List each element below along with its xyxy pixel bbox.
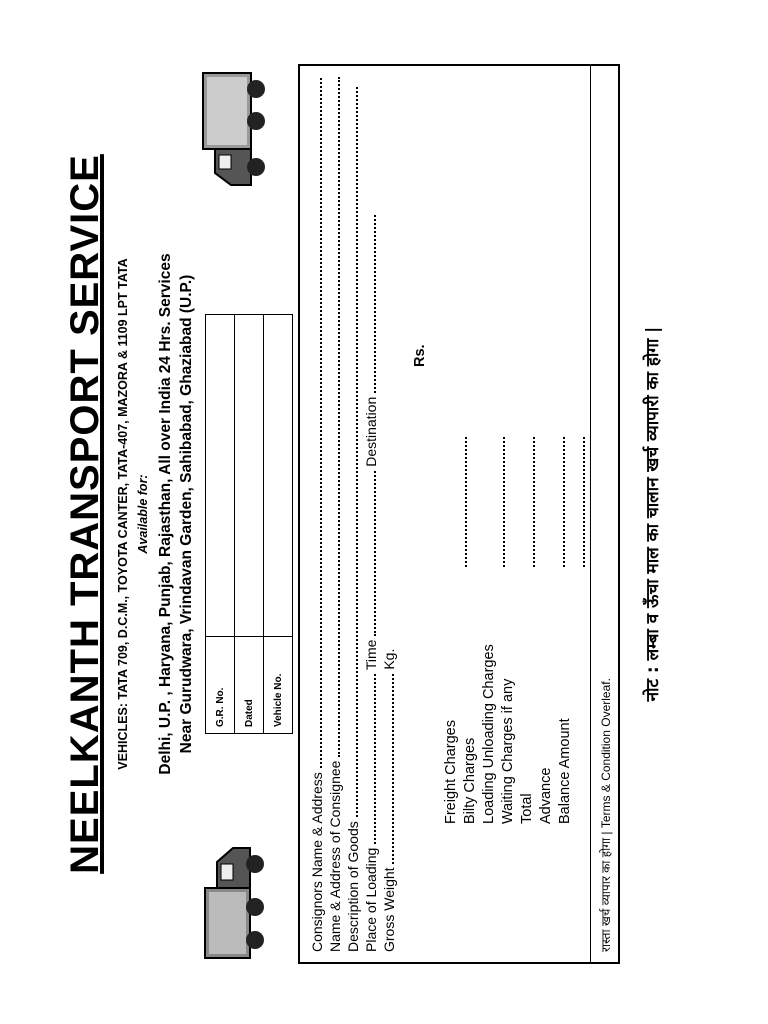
place-field[interactable] — [362, 674, 376, 844]
rs-label: Rs. — [412, 344, 428, 367]
total-field[interactable] — [520, 437, 535, 567]
dated-label: Dated — [235, 637, 264, 734]
terms-line: रास्ता खर्च व्यापार का होगा | Terms & Condition Overleaf. — [590, 66, 620, 962]
advance-field[interactable] — [550, 437, 565, 567]
consignee-field[interactable] — [326, 77, 340, 757]
consignee-label: Name & Address of Consignee — [327, 760, 343, 952]
consignment-form — [298, 64, 620, 964]
available-for-label: Available for: — [136, 474, 150, 554]
gr-details-table — [205, 314, 293, 734]
place-label: Place of Loading — [363, 847, 379, 952]
truck-right-icon — [195, 69, 270, 189]
waiting-charges-label: Waiting Charges if any — [500, 678, 516, 824]
gross-weight-label: Gross Weight — [381, 867, 397, 952]
destination-label: Destination — [363, 396, 379, 467]
consignee-row — [326, 77, 344, 952]
vehicles-line: VEHICLES: TATA 709, D.C.M., TOYOTA CANTER, TATA-407, MAZORA & 1109 LPT TATA — [116, 258, 130, 770]
charges-list — [442, 644, 575, 824]
gross-weight-field[interactable] — [380, 674, 394, 864]
truck-left-icon — [195, 842, 270, 962]
balance-amount-label: Balance Amount — [557, 718, 573, 824]
bilty-charges-label: Bilty Charges — [462, 737, 478, 824]
waiting-charges-field[interactable] — [490, 437, 505, 567]
freight-charges-label: Freight Charges — [443, 720, 459, 824]
loading-unloading-label: Loading Unloading Charges — [481, 644, 497, 824]
destination-field[interactable] — [362, 215, 376, 393]
time-label: Time — [363, 639, 379, 671]
description-row — [344, 87, 362, 952]
company-title: NEELKANTH TRANSPORT SERVICE — [63, 154, 107, 874]
kg-label: Kg. — [381, 648, 397, 670]
description-field[interactable] — [344, 87, 358, 817]
consignor-field[interactable] — [308, 78, 322, 768]
total-label: Total — [519, 793, 535, 824]
consignor-row — [308, 78, 326, 952]
vehicle-no-field[interactable] — [264, 315, 293, 637]
gross-weight-row — [380, 649, 398, 952]
description-label: Description of Goods — [345, 821, 361, 952]
gr-no-label: G.R. No. — [206, 637, 235, 734]
freight-charges-field[interactable] — [452, 437, 467, 567]
gr-no-field[interactable] — [206, 315, 235, 637]
consignor-label: Consignors Name & Address — [309, 772, 325, 952]
note-line: नोट : लम्बा व ऊँचा माल का चालान खर्च व्यापारी का होगा | — [643, 326, 663, 702]
advance-label: Advance — [538, 767, 554, 824]
services-line: Delhi, U.P. , Haryana, Punjab, Rajasthan, All over India 24 Hrs. Services — [157, 253, 174, 775]
vehicle-no-label: Vehicle No. — [264, 637, 293, 734]
dated-field[interactable] — [235, 315, 264, 637]
address-line: Near Gurudwara, Vrindavan Garden, Sahibabad, Ghaziabad (U.P.) — [178, 274, 195, 754]
balance-amount-field[interactable] — [570, 437, 585, 567]
time-field[interactable] — [362, 471, 376, 636]
place-row — [362, 215, 380, 952]
